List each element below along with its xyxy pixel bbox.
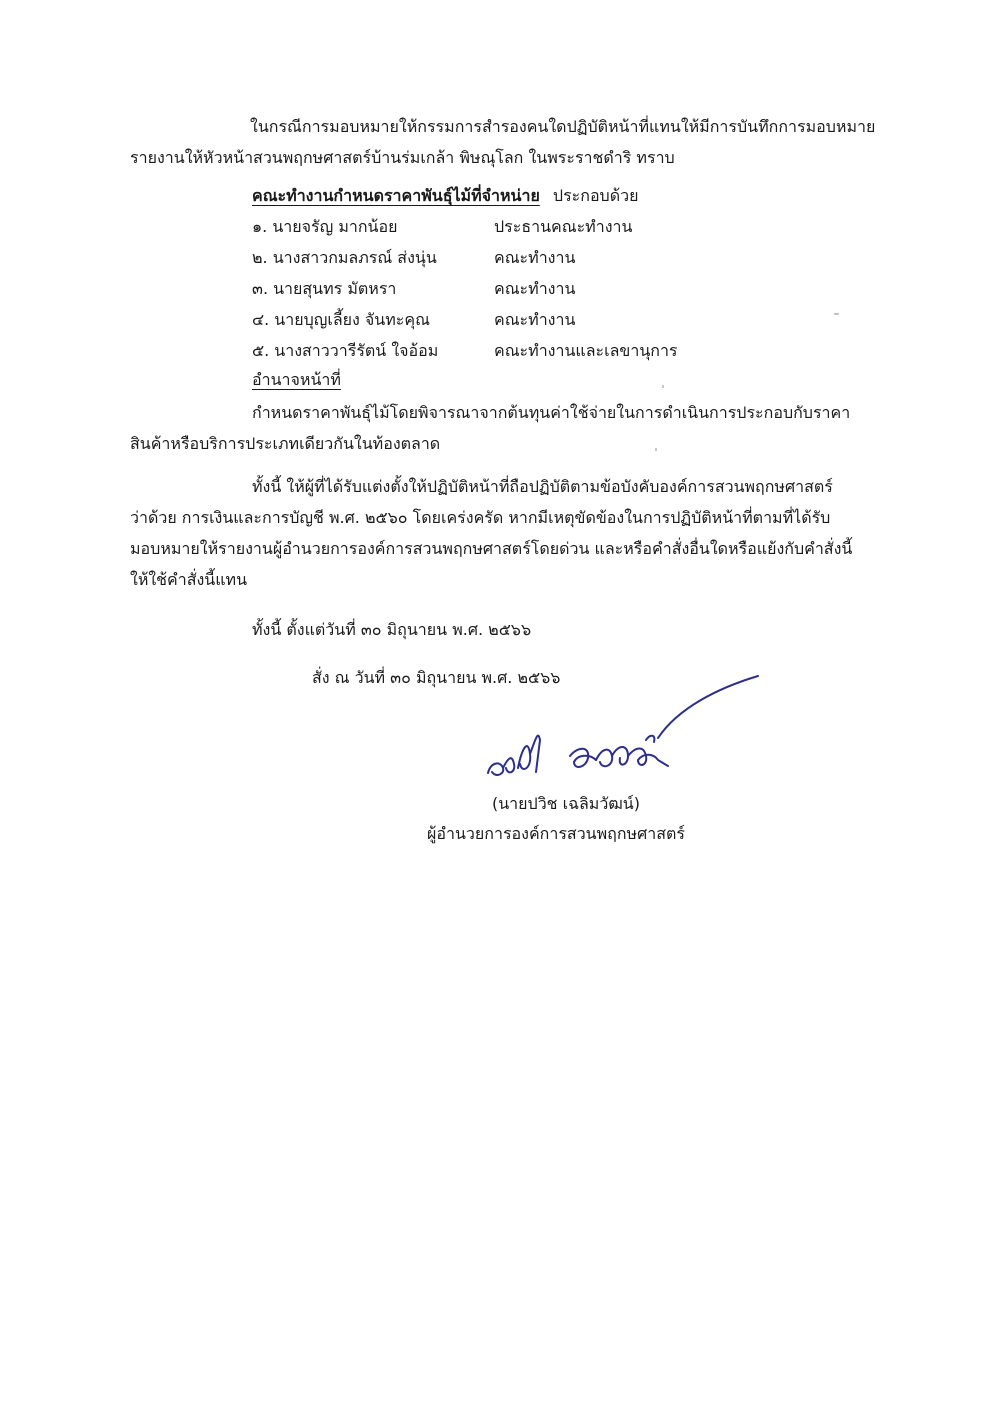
- member-name-5: ๕. นางสาววารีรัตน์ ใจอ้อม: [252, 341, 439, 360]
- member-name-1: ๑. นายจรัญ มากน้อย: [252, 217, 398, 236]
- committee-heading: [252, 186, 638, 206]
- signatory-title: ผู้อำนวยการองค์การสวนพฤกษศาสตร์: [427, 824, 685, 843]
- effective-date: ทั้งนี้ ตั้งแต่วันที่ ๓๐ มิถุนายน พ.ศ. ๒๕๖๖: [252, 620, 532, 639]
- scan-dot: [655, 448, 657, 451]
- member-role-1: ประธานคณะทำงาน: [494, 217, 633, 236]
- scan-dot: [662, 385, 664, 388]
- duty-line-2: สินค้าหรือบริการประเภทเดียวกันในท้องตลาด: [130, 434, 441, 453]
- closing-line-2: ว่าด้วย การเงินและการบัญชี พ.ศ. ๒๕๖๐ โดยเคร่งครัด หากมีเหตุขัดข้องในการปฏิบัติหน้าที่ตามที่ได้รับ: [130, 508, 831, 527]
- member-role-2: คณะทำงาน: [494, 248, 576, 267]
- closing-line-1: ทั้งนี้ ให้ผู้ที่ได้รับแต่งตั้งให้ปฏิบัติหน้าที่ถือปฏิบัติตามข้อบังคับองค์การสวนพฤกษศาสตร์: [252, 477, 833, 496]
- handwritten-signature: [478, 668, 778, 788]
- duty-heading: อำนาจหน้าที่: [252, 370, 341, 389]
- member-name-4: ๔. นายบุญเลี้ยง จันทะคุณ: [252, 310, 430, 329]
- duty-line-1: กำหนดราคาพันธุ์ไม้โดยพิจารณาจากต้นทุนค่าใช้จ่ายในการดำเนินการประกอบกับราคา: [252, 403, 851, 422]
- intro-line-1: ในกรณีการมอบหมายให้กรรมการสำรองคนใดปฏิบัติหน้าที่แทนให้มีการบันทึกการมอบหมาย: [250, 117, 876, 136]
- member-role-5: คณะทำงานและเลขานุการ: [494, 341, 678, 360]
- intro-line-2: รายงานให้หัวหน้าสวนพฤกษศาสตร์บ้านร่มเกล้า พิษณุโลก ในพระราชดำริ ทราบ: [130, 148, 675, 167]
- member-role-4: คณะทำงาน: [494, 310, 576, 329]
- member-name-3: ๓. นายสุนทร มัตหรา: [252, 279, 397, 298]
- ordered-date: สั่ง ณ วันที่ ๓๐ มิถุนายน พ.ศ. ๒๕๖๖: [312, 668, 561, 687]
- committee-composed-of: ประกอบด้วย: [552, 186, 639, 205]
- member-role-3: คณะทำงาน: [494, 279, 576, 298]
- scan-mark: [834, 313, 839, 315]
- signatory-name: (นายปวิช เฉลิมวัฒน์): [492, 794, 640, 813]
- closing-line-3: มอบหมายให้รายงานผู้อำนวยการองค์การสวนพฤกษศาสตร์โดยด่วน และหรือคำสั่งอื่นใดหรือแย้งกับคำสั่งนี้: [130, 539, 853, 558]
- committee-title: คณะทำงานกำหนดราคาพันธุ์ไม้ที่จำหน่าย: [252, 186, 540, 205]
- member-name-2: ๒. นางสาวกมลภรณ์ ส่งนุ่น: [252, 248, 437, 267]
- closing-line-4: ให้ใช้คำสั่งนี้แทน: [130, 570, 248, 589]
